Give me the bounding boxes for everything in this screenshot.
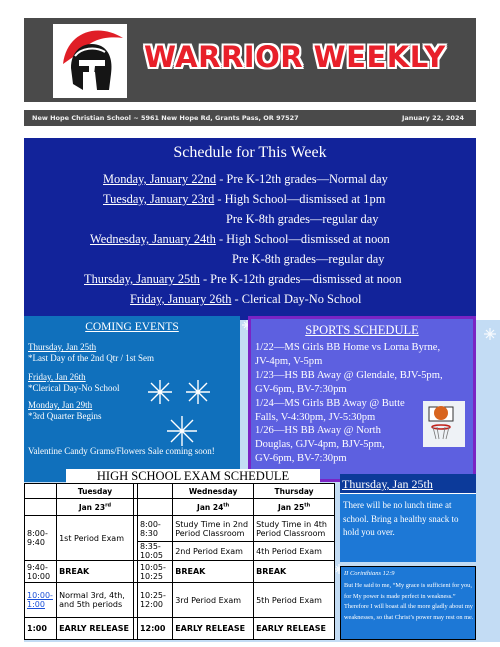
event-item [28, 400, 101, 422]
verse-text: But He said to me, “My grace is sufficient for you, for My power is made perfect in weakness.” Therefore I will boast all the more gladly about my weaknesses, so that Christ’s power may rest on me. [344, 582, 474, 622]
exam-schedule-title: HIGH SCHOOL EXAM SCHEDULE [66, 469, 320, 483]
table-row [25, 561, 335, 583]
school-address: New Hope Christian School ~ 5961 New Hope Rd, Grants Pass, OR 97527 [32, 114, 299, 122]
sports-line: GV-6pm, BV-7:30pm [255, 383, 347, 395]
event-item [28, 342, 154, 364]
tuesday-header [57, 484, 134, 499]
sports-line: GV-6pm, BV-7:30pm [255, 453, 347, 465]
time-cell: 8:00-8:30 [137, 516, 172, 542]
newsletter-title: WARRIOR WEEKLY [144, 40, 446, 74]
schedule-line [90, 232, 390, 247]
coming-events-panel [24, 316, 240, 482]
event-note: Valentine Candy Grams/Flowers Sale coming soon! [28, 446, 215, 456]
schedule-text: - High School—dismissed at 1pm [214, 192, 386, 206]
table-row [25, 516, 335, 542]
spartan-helmet-icon [53, 24, 127, 98]
basketball-hoop-icon [423, 401, 465, 447]
exam-cell: BREAK [254, 561, 335, 583]
schedule-day: Tuesday, January 23rd [103, 192, 215, 206]
day-label: Tuesday [77, 486, 113, 496]
schedule-day: Thursday, January 25th [84, 272, 200, 286]
event-date: Thursday, Jan 25th [28, 342, 97, 352]
event-text: *Clerical Day-No School [28, 383, 120, 393]
warrior-logo [53, 24, 127, 98]
sports-heading: SPORTS SCHEDULE [305, 323, 419, 337]
day-label: Thursday [274, 486, 314, 496]
sports-line: Douglas, GJV-4pm, BJV-5pm, [255, 439, 385, 451]
time-cell: 10:25-12:00 [137, 583, 172, 618]
exam-schedule-table [24, 483, 335, 640]
exam-cell: 4th Period Exam [254, 542, 335, 561]
table-cell [25, 499, 57, 516]
time-link[interactable]: 10:00-1:00 [25, 583, 57, 618]
time-cell: 12:00 [137, 618, 172, 640]
table-cell [137, 499, 172, 516]
weekly-schedule [24, 138, 476, 322]
sports-schedule-panel [248, 316, 476, 482]
schedule-text: - Pre K-12th grades—dismissed at noon [199, 272, 402, 286]
exam-cell: 5th Period Exam [254, 583, 335, 618]
thursday-header [254, 484, 335, 499]
day-label: Wednesday [188, 486, 238, 496]
exam-cell: 3rd Period Exam [173, 583, 254, 618]
schedule-text: Pre K-8th grades—regular day [232, 252, 385, 266]
date-label: Jan 25 [277, 502, 305, 512]
exam-cell: EARLY RELEASE [173, 618, 254, 640]
table-row [25, 583, 335, 618]
event-text: *3rd Quarter Begins [28, 411, 102, 421]
bible-verse-box [340, 566, 476, 640]
sports-line: JV-4pm, V-5pm [255, 355, 323, 367]
issue-date: January 22, 2024 [401, 114, 464, 122]
ordinal: th [223, 502, 230, 508]
thursday-notice [340, 474, 476, 562]
schedule-line [103, 192, 385, 207]
event-item [28, 372, 119, 394]
time-cell: 1:00 [25, 618, 57, 640]
exam-cell: EARLY RELEASE [254, 618, 335, 640]
exam-cell: Normal 3rd, 4th, and 5th periods [57, 583, 134, 618]
table-row [25, 484, 335, 499]
exam-cell: 1st Period Exam [57, 516, 134, 561]
sports-line: 1/24—MS Girls BB Away @ Butte [255, 397, 405, 409]
table-row [25, 618, 335, 640]
date-label: Jan 24 [197, 502, 224, 512]
schedule-line [226, 212, 378, 227]
wednesday-header [173, 484, 254, 499]
exam-cell: BREAK [57, 561, 134, 583]
table-cell [25, 484, 57, 499]
exam-cell: BREAK [173, 561, 254, 583]
schedule-day: Friday, January 26th [130, 292, 232, 306]
time-cell: 10:05-10:25 [137, 561, 172, 583]
thursday-text: There will be no lunch time at school. Bring a healthy snack to hold you over. [343, 500, 459, 537]
tuesday-date [57, 499, 134, 516]
schedule-text: Pre K-8th grades—regular day [226, 212, 379, 226]
schedule-text: - Pre K-12th grades—Normal day [216, 172, 388, 186]
verse-reference: II Corinthians 12:9 [344, 570, 395, 577]
event-text: *Last Day of the 2nd Qtr / 1st Sem [28, 353, 154, 363]
table-row [25, 499, 335, 516]
sports-line: Falls, V-4:30pm, JV-5:30pm [255, 411, 376, 423]
time-cell: 9:40-10:00 [25, 561, 57, 583]
exam-cell: EARLY RELEASE [57, 618, 134, 640]
ordinal: rd [105, 502, 112, 508]
schedule-line [103, 172, 388, 187]
newsletter-page [24, 18, 476, 640]
time-cell: 8:00-9:40 [25, 516, 57, 561]
sports-line: 1/26—HS BB Away @ North [255, 425, 381, 437]
schedule-line [130, 292, 361, 307]
exam-cell: Study Time in 4th Period Classroom [254, 516, 335, 542]
schedule-line [84, 272, 402, 287]
sports-line: 1/22—MS Girls BB Home vs Lorna Byrne, [255, 342, 441, 353]
schedule-heading: Schedule for This Week [173, 144, 327, 161]
time-cell: 8:35-10:05 [137, 542, 172, 561]
info-bar [24, 110, 476, 126]
schedule-day: Wednesday, January 24th [90, 232, 216, 246]
table-cell [137, 484, 172, 499]
schedule-text: - Clerical Day-No School [231, 292, 362, 306]
schedule-line [232, 252, 384, 267]
wednesday-date [173, 499, 254, 516]
coming-events-heading: COMING EVENTS [85, 321, 179, 333]
thursday-date [254, 499, 335, 516]
event-date: Monday, Jan 29th [28, 400, 93, 410]
snowflake-icon [146, 376, 216, 456]
event-date: Friday, Jan 26th [28, 372, 86, 382]
exam-cell: 2nd Period Exam [173, 542, 254, 561]
ordinal: th [304, 502, 311, 508]
exam-cell: Study Time in 2nd Period Classroom [173, 516, 254, 542]
sports-line: 1/23—HS BB Away @ Glendale, BJV-5pm, [255, 369, 443, 381]
schedule-text: - High School—dismissed at noon [215, 232, 390, 246]
date-label: Jan 23 [78, 502, 106, 512]
schedule-day: Monday, January 22nd [103, 172, 217, 186]
masthead [24, 18, 476, 102]
thursday-heading: Thursday, Jan 25th [340, 474, 476, 494]
